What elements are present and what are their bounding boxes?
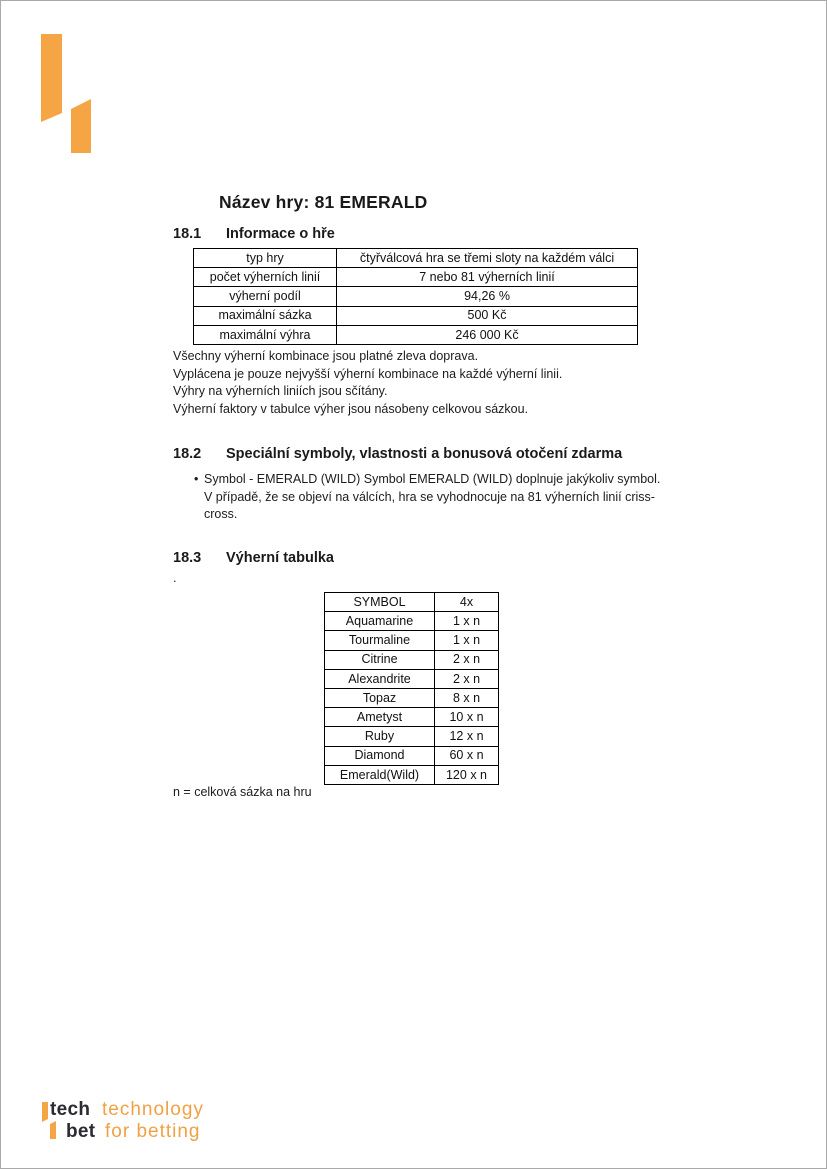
note-line: Výherní faktory v tabulce výher jsou násobeny celkovou sázkou. [173,401,529,416]
table-header-row [325,593,499,612]
info-label: maximální sázka [194,306,337,325]
section-number: 18.3 [173,550,202,566]
symbol-payout: 2 x n [435,669,499,688]
symbol-name: Tourmaline [325,631,435,650]
table-row [325,688,499,707]
page-title: Název hry: 81 EMERALD [219,192,428,212]
table-row [325,746,499,765]
table-row [325,669,499,688]
info-label: počet výherních linií [194,268,337,287]
table-row [325,631,499,650]
note-line: Výhry na výherních liniích jsou sčítány. [173,384,388,399]
payout-header-4x: 4x [435,593,499,612]
symbol-name: Ruby [325,727,435,746]
payout-header-symbol: SYMBOL [325,593,435,612]
symbol-payout: 10 x n [435,708,499,727]
table-row [325,708,499,727]
table-row [325,727,499,746]
symbol-payout: 1 x n [435,612,499,631]
symbol-payout: 120 x n [435,765,499,784]
section-heading-vyherni-tabulka [173,550,334,566]
bet-footnote: n = celková sázka na hru [173,785,312,799]
note-line: Vyplácena je pouze nejvyšší výherní kombinace na každé výherní linii. [173,366,563,381]
table-row [325,650,499,669]
info-label: výherní podíl [194,287,337,306]
table-row [194,287,638,306]
section-heading-informace [173,226,335,242]
symbol-name: Alexandrite [325,669,435,688]
symbol-name: Emerald(Wild) [325,765,435,784]
symbol-payout: 60 x n [435,746,499,765]
section-title: Výherní tabulka [226,550,334,566]
wild-symbol-bullet [194,471,666,524]
info-value: 500 Kč [337,306,638,325]
game-info-table [193,248,638,345]
section-number: 18.2 [173,446,202,462]
section-title: Informace o hře [226,226,335,242]
table-row [194,325,638,344]
footer-brand-for-betting: for betting [105,1121,201,1142]
symbol-payout: 8 x n [435,688,499,707]
info-value: 7 nebo 81 výherních linií [337,268,638,287]
bullet-marker: • [194,472,199,486]
symbol-name: Citrine [325,650,435,669]
info-label: maximální výhra [194,325,337,344]
rules-notes [173,348,733,418]
info-value: 246 000 Kč [337,325,638,344]
section-heading-symboly [173,446,622,462]
table-row [194,306,638,325]
info-value: čtyřválcová hra se třemi sloty na každém válci [337,249,638,268]
footer-brand-technology: technology [102,1099,204,1120]
symbol-payout: 1 x n [435,631,499,650]
section-title: Speciální symboly, vlastnosti a bonusová otočení zdarma [226,446,623,462]
table-row [325,765,499,784]
footer-brand-tech: tech [50,1099,91,1120]
symbol-name: Ametyst [325,708,435,727]
note-line: Všechny výherní kombinace jsou platné zleva doprava. [173,349,479,363]
techbet-logo-icon [41,34,93,154]
symbol-name: Aquamarine [325,612,435,631]
symbol-name: Diamond [325,746,435,765]
table-row [194,249,638,268]
symbol-payout: 2 x n [435,650,499,669]
stray-period: . [173,571,177,585]
symbol-name: Topaz [325,688,435,707]
table-row [194,268,638,287]
payout-table [324,592,499,785]
section-number: 18.1 [173,226,202,242]
symbol-payout: 12 x n [435,727,499,746]
info-value: 94,26 % [337,287,638,306]
footer-brand-bet: bet [66,1121,96,1142]
bullet-text: Symbol - EMERALD (WILD) Symbol EMERALD (WILD) doplnuje jakýkoliv symbol. V případě, že se objeví na válcích, hra se vyhodnocuje na 81 výherních linií criss-cross. [204,472,661,522]
info-label: typ hry [194,249,337,268]
table-row [325,612,499,631]
